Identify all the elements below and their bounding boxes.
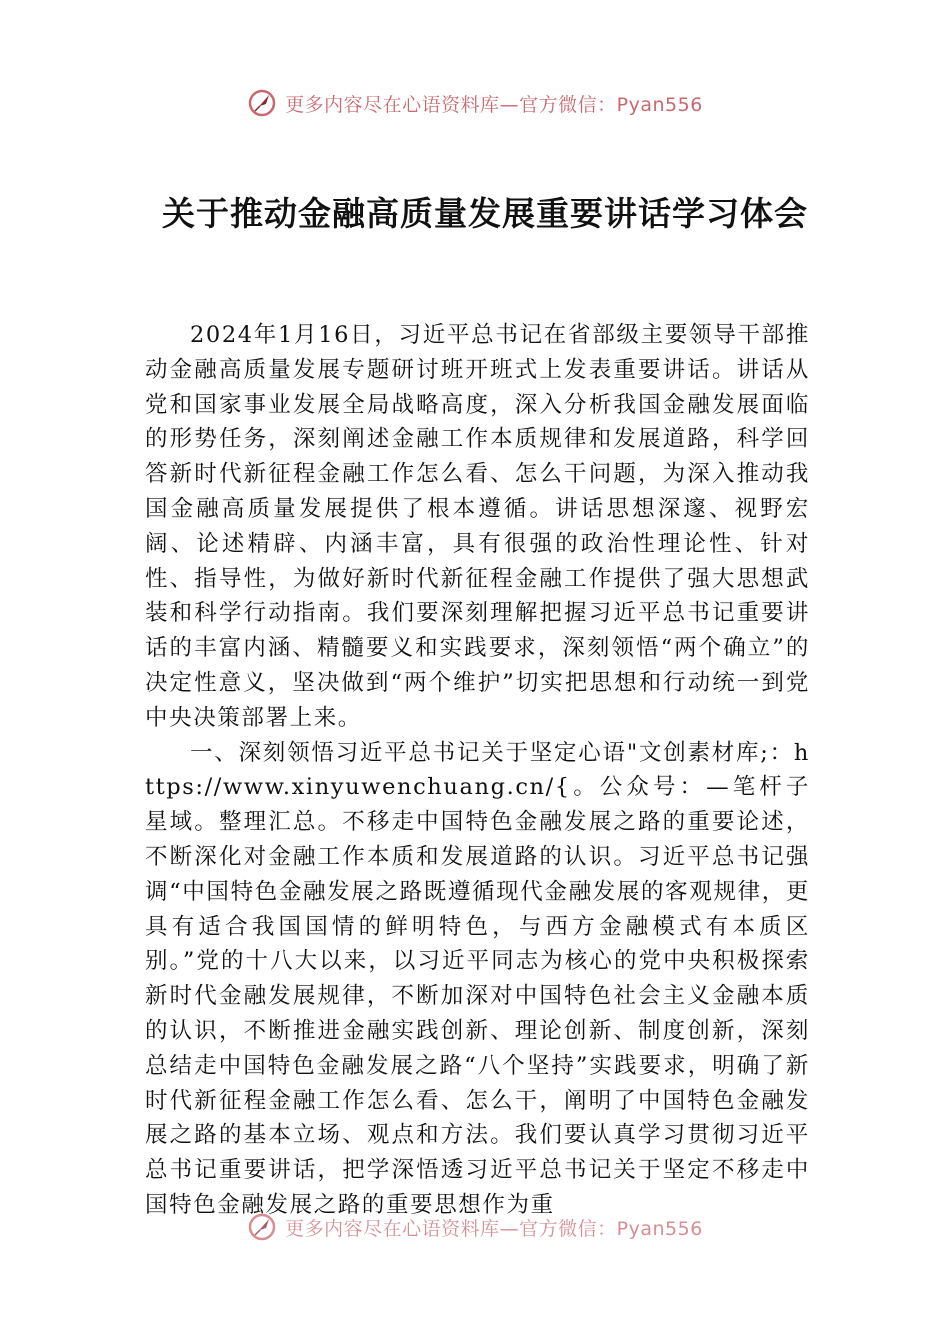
watermark-header — [0, 86, 950, 120]
watermark-text: 更多内容尽在心语资料库—官方微信：Pyan556 — [285, 1217, 703, 1240]
quill-pen-logo-icon — [247, 1212, 277, 1242]
watermark-footer — [0, 1210, 950, 1244]
paragraph-intro: 2024年1月16日，习近平总书记在省部级主要领导干部推动金融高质量发展专题研讨班开班式上发表重要讲话。讲话从党和国家事业发展全局战略高度，深入分析我国金融发展面临的形势任务，深刻阐述金融工作本质规律和发展道路，科学回答新时代新征程金融工作怎么看、怎么干问题，为深入推动我国金融高质量发展提供了根本遵循。讲话思想深邃、视野宏阔、论述精辟、内涵丰富，具有很强的政治性理论性、针对性、指导性，为做好新时代新征程金融工作提供了强大思想武装和科学行动指南。我们要深刻理解把握习近平总书记重要讲话的丰富内涵、精髓要义和实践要求，深刻领悟“两个确立”的决定性意义，坚决做到“两个维护”切实把思想和行动统一到党中央决策部署上来。 — [145, 322, 810, 731]
paragraph-section-one: 一、深刻领悟习近平总书记关于坚定心语"文创素材库;：https://www.xinyuwenchuang.cn/{。公众号：—笔杆子星域。整理汇总。不移走中国特色金融发展之路的重要论述，不断深化对金融工作本质和发展道路的认识。习近平总书记强调“中国特色金融发展之路既遵循现代金融发展的客观规律，更具有适合我国国情的鲜明特色，与西方金融模式有本质区别。”党的十八大以来，以习近平同志为核心的党中央积极探索新时代金融发展规律，不断加深对中国特色社会主义金融本质的认识，不断推进金融实践创新、理论创新、制度创新，深刻总结走中国特色金融发展之路“八个坚持”实践要求，明确了新时代新征程金融工作怎么看、怎么干，阐明了中国特色金融发展之路的基本立场、观点和方法。我们要认真学习贯彻习近平总书记重要讲话，把学深悟透习近平总书记关于坚定不移走中国特色金融发展之路的重要思想作为重 — [145, 739, 810, 1218]
quill-pen-logo-icon — [247, 88, 277, 118]
watermark-text: 更多内容尽在心语资料库—官方微信：Pyan556 — [285, 93, 703, 116]
document-body — [145, 318, 810, 1223]
document-title: 关于推动金融高质量发展重要讲话学习体会 — [162, 194, 808, 233]
